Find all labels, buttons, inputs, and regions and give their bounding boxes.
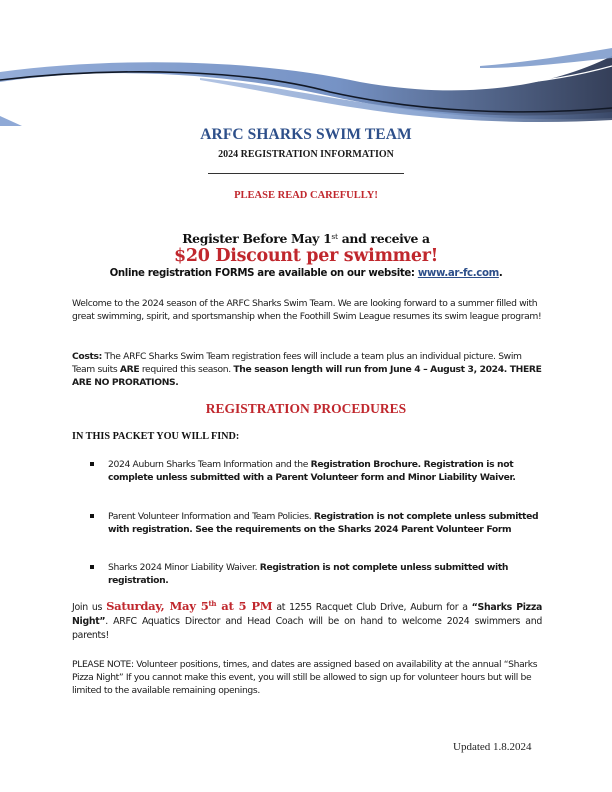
read-carefully-notice: PLEASE READ CAREFULLY! bbox=[234, 190, 378, 201]
bullet-square-icon bbox=[90, 565, 94, 569]
event-description: . ARFC Aquatics Director and Head Coach will be on hand to welcome 2024 swimmers and parents! bbox=[72, 616, 542, 641]
bullet-bold-text: Registration Brochure. Registration is not complete unless submitted with a Parent Volunteer form and Minor Liability Waiver. bbox=[108, 459, 516, 483]
bullet-square-icon bbox=[90, 514, 94, 518]
costs-label: Costs: bbox=[72, 351, 102, 362]
register-before-line bbox=[0, 231, 612, 246]
pizza-night-paragraph bbox=[72, 597, 542, 643]
costs-are: ARE bbox=[119, 364, 140, 375]
event-date-time bbox=[106, 599, 272, 613]
title-divider bbox=[208, 173, 404, 174]
website-link[interactable]: www.ar-fc.com bbox=[417, 268, 499, 279]
register-superscript: st bbox=[331, 232, 338, 241]
event-location: at 1255 Racquet Club Drive, Auburn for a bbox=[272, 602, 472, 613]
online-forms-line bbox=[0, 268, 612, 279]
join-us-text: Join us bbox=[72, 602, 107, 613]
welcome-paragraph: Welcome to the 2024 season of the ARFC Sharks Swim Team. We are looking forward to a summer filled with great swimming, spirit, and sportsmanship when the Foothill Swim League resumes its swim league program! bbox=[72, 298, 542, 322]
register-pre-text: Register Before May 1 bbox=[182, 231, 332, 246]
header-wave-graphic bbox=[0, 0, 612, 130]
online-forms-period: . bbox=[498, 268, 503, 279]
costs-text-1: The ARFC Sharks Swim Team registration fees will include a team plus an individual picture. Swim Team suits bbox=[72, 351, 522, 375]
costs-paragraph bbox=[72, 350, 544, 389]
bullet-normal-text: Sharks 2024 Minor Liability Waiver. bbox=[108, 562, 260, 573]
register-post-text: and receive a bbox=[337, 231, 430, 246]
event-name: “Sharks Pizza Night” bbox=[72, 602, 543, 627]
packet-contents-label: IN THIS PACKET YOU WILL FIND: bbox=[72, 431, 240, 442]
document-subtitle: 2024 REGISTRATION INFORMATION bbox=[218, 149, 394, 160]
event-date-pre: Saturday, May 5 bbox=[106, 599, 209, 613]
event-time: at 5 PM bbox=[216, 599, 273, 613]
event-date-superscript: th bbox=[208, 599, 217, 608]
please-note-paragraph: PLEASE NOTE: Volunteer positions, times, and dates are assigned based on availability at the annual “Sharks Pizza Night” If you cannot make this event, you will still be allowed to sign up for volunteer hours but will be limited to the available remaining openings. bbox=[72, 659, 538, 696]
costs-text-2: required this season. bbox=[139, 364, 234, 375]
registration-procedures-heading: REGISTRATION PROCEDURES bbox=[205, 401, 407, 416]
document-title: ARFC SHARKS SWIM TEAM bbox=[200, 126, 412, 143]
discount-headline: $20 Discount per swimmer! bbox=[173, 246, 439, 266]
online-forms-text: Online registration FORMS are available on our website: bbox=[109, 268, 418, 279]
season-length: The season length will run from June 4 – August 3, 2024. THERE ARE NO PRORATIONS. bbox=[72, 364, 542, 388]
bullet-normal-text: Parent Volunteer Information and Team Policies. bbox=[108, 511, 314, 522]
bullet-normal-text: 2024 Auburn Sharks Team Information and the bbox=[108, 459, 311, 470]
bullet-bold-text: Registration is not complete unless submitted with registration. See the requirements on the Sharks 2024 Parent Volunteer Form bbox=[108, 511, 539, 535]
bullet-square-icon bbox=[90, 462, 94, 466]
updated-date: Updated 1.8.2024 bbox=[453, 741, 532, 753]
bullet-bold-text: Registration is not complete unless submitted with registration. bbox=[108, 562, 509, 586]
